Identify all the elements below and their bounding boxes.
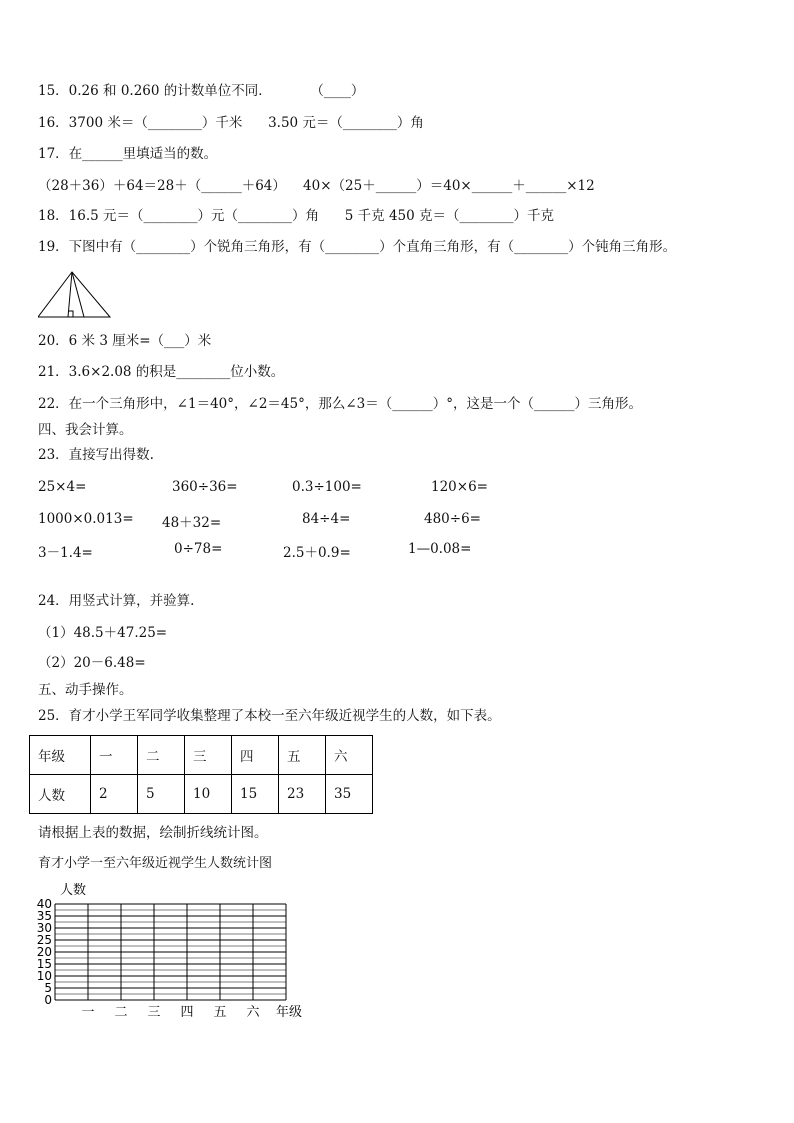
y-tick-label: 35	[36, 909, 52, 923]
triangle-figure	[38, 270, 112, 320]
calc-item: 480÷6=	[424, 511, 481, 527]
question-20: 20．6 米 3 厘米=（___）米	[38, 333, 212, 349]
chart-ylabel: 人数	[60, 883, 87, 898]
y-tick-label: 30	[36, 921, 52, 935]
question-25-note: 请根据上表的数据，绘制折线统计图。	[38, 825, 268, 841]
table-cell: 15	[232, 775, 279, 814]
question-22: 22．在一个三角形中，∠1＝40°，∠2＝45°，那么∠3＝（______）°，这是一个（______）三角形。	[38, 396, 642, 412]
table-cell: 年级	[30, 736, 91, 775]
x-tick-label: 四	[180, 1005, 194, 1020]
section-5-heading: 五、动手操作。	[38, 682, 133, 698]
table-cell: 三	[185, 736, 232, 775]
y-tick-label: 0	[44, 993, 52, 1007]
table-cell: 四	[232, 736, 279, 775]
x-tick-label: 五	[213, 1005, 227, 1020]
calc-item: 0.3÷100=	[292, 479, 362, 495]
question-24-part-2: （2）20－6.48=	[38, 655, 146, 671]
calc-item: 25×4=	[38, 479, 87, 495]
calc-item: 120×6=	[431, 479, 488, 495]
calc-item: 3－1.4=	[38, 545, 93, 561]
y-tick-label: 5	[44, 981, 52, 995]
calc-item: 360÷36=	[172, 479, 238, 495]
x-tick-label: 三	[147, 1005, 161, 1020]
calc-item: 1000×0.013=	[38, 511, 134, 527]
table-cell: 人数	[30, 775, 91, 814]
calc-item: 0÷78=	[174, 541, 223, 557]
question-17: 17．在______里填适当的数。	[38, 146, 218, 162]
section-4-heading: 四、我会计算。	[38, 422, 133, 438]
data-table	[29, 735, 373, 814]
calc-item: 48＋32=	[162, 515, 222, 531]
table-cell: 五	[279, 736, 326, 775]
question-21: 21．3.6×2.08 的积是________位小数。	[38, 364, 285, 380]
question-16: 16．3700 米＝（________）千米 3.50 元＝（________）角	[38, 115, 424, 131]
question-19: 19．下图中有（________）个锐角三角形，有（________）个直角三角形，有（________）个钝角三角形。	[38, 239, 677, 255]
line-chart-grid	[30, 878, 320, 1023]
y-tick-label: 15	[36, 957, 52, 971]
table-cell: 一	[91, 736, 138, 775]
question-15: 15．0.26 和 0.260 的计数单位不同． （____）	[38, 83, 365, 99]
x-tick-label: 六	[246, 1005, 260, 1020]
table-row	[30, 775, 373, 814]
question-23: 23．直接写出得数.	[38, 447, 154, 463]
calc-item: 84÷4=	[302, 511, 351, 527]
table-cell: 2	[91, 775, 138, 814]
question-25: 25．育才小学王军同学收集整理了本校一至六年级近视学生的人数，如下表。	[38, 708, 501, 724]
x-tick-label: 二	[114, 1005, 128, 1020]
table-cell: 10	[185, 775, 232, 814]
y-tick-label: 25	[36, 933, 52, 947]
table-row	[30, 736, 373, 775]
y-tick-label: 40	[36, 897, 52, 911]
table-cell: 23	[279, 775, 326, 814]
table-cell: 二	[138, 736, 185, 775]
question-24: 24．用竖式计算，并验算.	[38, 593, 195, 609]
question-18: 18．16.5 元＝（________）元（________）角 5 千克 450 克＝（________）千克	[38, 208, 555, 224]
chart-title: 育才小学一至六年级近视学生人数统计图	[38, 856, 273, 871]
question-17-equations: （28＋36）＋64＝28＋（______＋64） 40×（25＋______）＝40×______＋______×12	[38, 178, 595, 194]
table-cell: 35	[326, 775, 373, 814]
y-tick-label: 10	[36, 969, 52, 983]
calc-item: 2.5＋0.9=	[283, 545, 351, 561]
table-cell: 六	[326, 736, 373, 775]
chart-xlabel: 年级	[276, 1005, 303, 1020]
calc-item: 1—0.08=	[408, 541, 472, 557]
y-tick-label: 20	[36, 945, 52, 959]
table-cell: 5	[138, 775, 185, 814]
x-tick-label: 一	[81, 1005, 95, 1020]
question-24-part-1: （1）48.5＋47.25=	[38, 625, 168, 641]
